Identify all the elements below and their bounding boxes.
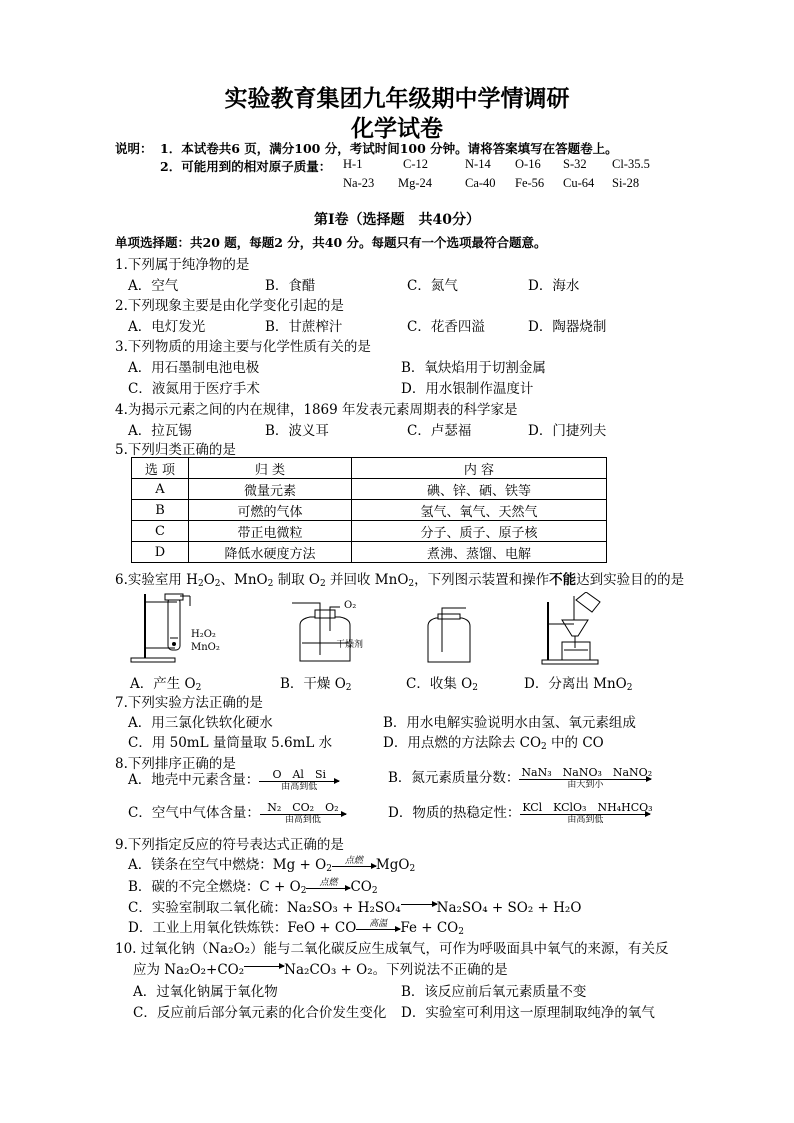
instructions-label: 说明：: [115, 141, 153, 156]
q7-d-text: 中的 CO: [546, 735, 604, 751]
apparatus-collect-o2: [420, 604, 480, 666]
subscript: 2: [345, 683, 352, 693]
question-1-stem: 1.下列属于纯净物的是: [115, 257, 250, 273]
question-7-option-c: C．用 50mL 量筒量取 5.6mL 水: [128, 735, 333, 751]
question-2-option-b: B．甘蔗榨汁: [265, 319, 343, 335]
q8-d-label: D．物质的热稳定性：: [388, 805, 521, 821]
question-3-option-d: D．用水银制作温度计: [401, 381, 534, 397]
question-7-option-b: B．用水电解实验说明水由氢、氧元素组成: [383, 715, 636, 731]
q9-c-right: Na₂SO₄ + SO₂ + H₂O: [436, 900, 582, 916]
question-8-option-c: [128, 801, 346, 826]
question-10-stem-line2: [133, 958, 508, 978]
table-cell: 分子、质子、原子核: [352, 521, 607, 542]
section-title: 第Ⅰ卷（选择题 共40分）: [313, 212, 481, 228]
question-4-stem: 4.为揭示元素之间的内在规律，1869 年发表元素周期表的科学家是: [115, 402, 518, 418]
instructions-note-2: 2．可能用到的相对原子质量：: [160, 159, 332, 174]
table-row: [132, 500, 607, 521]
classification-table: [131, 457, 607, 563]
mass-na: Na-23: [343, 176, 375, 190]
table-cell: 氢气、氧气、天然气: [352, 500, 607, 521]
q6-text: 并回收 MnO: [325, 572, 409, 588]
question-2-option-a: A．电灯发光: [128, 319, 206, 335]
q6-option-text: C．收集 O: [406, 676, 473, 692]
subscript: 2: [326, 864, 332, 874]
mass-si: Si-28: [612, 176, 640, 190]
table-row: [132, 542, 607, 563]
question-5-stem: 5.下列归类正确的是: [115, 442, 236, 458]
q9-d-right: Fe + CO: [400, 920, 459, 936]
question-6-option-c: [406, 672, 478, 692]
q9-b-right: CO: [350, 879, 372, 895]
question-3-option-b: B．氧炔焰用于切割金属: [401, 360, 546, 376]
mass-c: C-12: [403, 157, 428, 171]
q6-text: 达到实验目的的是: [576, 572, 685, 588]
question-10-option-b: B．该反应前后氧元素质量不变: [401, 984, 587, 1000]
arrow-bottom-text: 由高到低: [284, 815, 321, 825]
table-cell: C: [132, 521, 189, 542]
exam-title: 实验教育集团九年级期中学情调研: [224, 85, 570, 112]
question-3-option-c: C．液氮用于医疗手术: [128, 381, 260, 397]
question-4-option-c: C．卢瑟福: [407, 423, 472, 439]
q9-b-left: B．碳的不完全燃烧：C + O: [128, 879, 301, 895]
subscript: 2: [408, 579, 415, 589]
question-7-stem: 7.下列实验方法正确的是: [115, 695, 263, 711]
q6-text: ，下列图示装置和操作: [414, 572, 550, 588]
table-row: [132, 521, 607, 542]
question-9-option-c: [128, 896, 581, 916]
q8-c-label: C．空气中气体含量：: [128, 805, 260, 821]
subscript: 2: [319, 579, 326, 589]
question-9-option-d: [128, 916, 464, 938]
q8-b-label: B．氮元素质量分数：: [388, 770, 520, 786]
subscript: 2: [458, 927, 464, 937]
question-9-stem: 9.下列指定反应的符号表达式正确的是: [115, 837, 344, 853]
question-9-option-a: [128, 853, 415, 875]
table-cell: 降低水硬度方法: [189, 542, 352, 563]
reaction-arrow: [244, 966, 284, 975]
subscript: 2: [371, 886, 378, 896]
subscript: 2: [472, 683, 478, 693]
apparatus-dry-o2: [288, 595, 378, 667]
table-cell: 微量元素: [189, 479, 352, 500]
ordering-arrow: [520, 801, 653, 826]
question-4-option-d: D．门捷列夫: [528, 423, 607, 439]
question-4-option-a: A．拉瓦锡: [128, 423, 192, 439]
section-instruction: 单项选择题：共20 题，每题2 分，共40 分。每题只有一个选项最符合题意。: [115, 235, 547, 250]
question-6-option-a: [130, 672, 201, 692]
subscript: 2: [267, 579, 274, 589]
reaction-condition: 点燃: [344, 856, 363, 866]
label-desiccant: 干燥剂: [336, 640, 364, 650]
table-cell: D: [132, 542, 189, 563]
q6-option-text: B．干燥 O: [280, 676, 346, 692]
mass-n: N-14: [465, 157, 491, 171]
table-header-option: 选 项: [132, 458, 189, 479]
label-mno2: MnO₂: [191, 642, 220, 653]
question-1-option-d: D．海水: [528, 278, 580, 294]
q10-equation-right: Na₂CO₃ + O₂。下列说法不正确的是: [284, 962, 508, 978]
q7-d-text: D．用点燃的方法除去 CO: [383, 735, 542, 751]
question-10-option-c: C．反应前后部分氧元素的化合价发生变化: [133, 1005, 387, 1021]
question-1-option-c: C．氮气: [407, 278, 458, 294]
q9-a-right: MgO: [375, 857, 410, 873]
question-6-stem: [115, 568, 684, 588]
apparatus-generate-o2: [125, 590, 215, 665]
label-o2-outlet: O₂: [344, 600, 357, 611]
table-cell: 煮沸、蒸馏、电解: [352, 542, 607, 563]
q10-equation-left: 应为 Na₂O₂+CO₂: [133, 962, 245, 978]
question-10-option-a: A．过氧化钠属于氧化物: [133, 984, 278, 1000]
question-2-option-c: C．花香四溢: [407, 319, 485, 335]
mass-h: H-1: [343, 157, 363, 171]
question-9-option-b: [128, 875, 378, 897]
question-6-option-d: [524, 672, 632, 692]
q6-option-text: D．分离出 MnO: [524, 676, 627, 692]
question-7-option-a: A．用三氯化铁软化硬水: [128, 715, 273, 731]
subscript: 2: [214, 579, 221, 589]
question-3-stem: 3.下列物质的用途主要与化学性质有关的是: [115, 339, 371, 355]
q9-d-left: D．工业上用氧化铁炼铁：FeO + CO: [128, 920, 357, 936]
question-3-option-a: A．用石墨制电池电极: [128, 360, 260, 376]
exam-subtitle: 化学试卷: [351, 115, 443, 142]
q8-a-label: A．地壳中元素含量：: [128, 772, 260, 788]
ordering-arrow: [519, 766, 651, 791]
reaction-arrow: [356, 919, 400, 938]
question-6-option-b: [280, 672, 352, 692]
question-2-option-d: D．陶器烧制: [528, 319, 607, 335]
table-header-category: 归 类: [189, 458, 352, 479]
mass-cl: Cl-35.5: [612, 157, 650, 171]
question-1-option-b: B．食醋: [265, 278, 316, 294]
mass-ca: Ca-40: [465, 176, 496, 190]
reaction-arrow: [332, 856, 376, 875]
table-header-content: 内 容: [352, 458, 607, 479]
q6-text: 6.实验室用 H: [115, 572, 198, 588]
subscript: 2: [626, 683, 633, 693]
ordering-arrow: [259, 768, 339, 793]
question-8-stem: 8.下列排序正确的是: [115, 756, 236, 772]
question-1-option-a: A．空气: [128, 278, 179, 294]
arrow-top-text: O Al Si: [272, 768, 327, 781]
question-10-stem-line1: 10. 过氧化钠（Na₂O₂）能与二氧化碳反应生成氧气，可作为呼吸面具中氧气的来源，有关反: [115, 941, 669, 957]
mass-cu: Cu-64: [563, 176, 595, 190]
table-cell: A: [132, 479, 189, 500]
subscript: 2: [197, 579, 204, 589]
q6-text: 、MnO: [220, 572, 268, 588]
reaction-arrow: [306, 878, 350, 897]
table-row: [132, 479, 607, 500]
subscript: 2: [541, 742, 547, 752]
table-header-row: [132, 458, 607, 479]
table-cell: 带正电微粒: [189, 521, 352, 542]
reaction-arrow: [401, 904, 437, 913]
q6-text: O: [203, 572, 215, 588]
reaction-condition: 点燃: [319, 878, 338, 888]
question-10-option-d: D．实验室可利用这一原理制取纯净的氧气: [401, 1005, 655, 1021]
subscript: 2: [300, 886, 307, 896]
arrow-top-text: N₂ CO₂ O₂: [267, 801, 339, 814]
q9-c-left: C．实验室制取二氧化硫：Na₂SO₃ + H₂SO₄: [128, 900, 401, 916]
table-cell: 碘、锌、硒、铁等: [352, 479, 607, 500]
q6-text: 制取 O: [273, 572, 320, 588]
mass-fe: Fe-56: [515, 176, 545, 190]
emphasis-text: 不能: [549, 572, 577, 588]
mass-o: O-16: [515, 157, 541, 171]
subscript: 2: [195, 683, 202, 693]
arrow-top-text: NaN₃ NaNO₃ NaNO₂: [521, 766, 653, 779]
table-cell: B: [132, 500, 189, 521]
question-8-option-d: [388, 801, 653, 826]
q6-option-text: A．产生 O: [130, 676, 196, 692]
ordering-arrow: [260, 801, 346, 826]
mass-mg: Mg-24: [398, 176, 433, 190]
arrow-bottom-text: 由高到低: [567, 815, 604, 825]
question-8-option-a: [128, 768, 339, 793]
apparatus-filter-mno2: [538, 592, 618, 668]
arrow-top-text: KCl KClO₃ NH₄HCO₃: [522, 801, 653, 814]
mass-s: S-32: [563, 157, 587, 171]
arrow-bottom-text: 由大到小: [567, 780, 604, 790]
question-4-option-b: B．波义耳: [265, 423, 329, 439]
subscript: 2: [409, 864, 416, 874]
reaction-condition: 高温: [369, 919, 388, 929]
question-2-stem: 2.下列现象主要是由化学变化引起的是: [115, 298, 344, 314]
instructions-note-1: 1．本试卷共6 页，满分100 分，考试时间100 分钟。请将答案填写在答题卷上。: [160, 141, 618, 156]
label-h2o2: H₂O₂: [191, 629, 216, 640]
q9-a-left: A．镁条在空气中燃烧：Mg + O: [128, 857, 327, 873]
arrow-bottom-text: 由高到低: [281, 782, 318, 792]
question-8-option-b: [388, 766, 651, 791]
table-cell: 可燃的气体: [189, 500, 352, 521]
question-7-option-d: [383, 731, 604, 751]
